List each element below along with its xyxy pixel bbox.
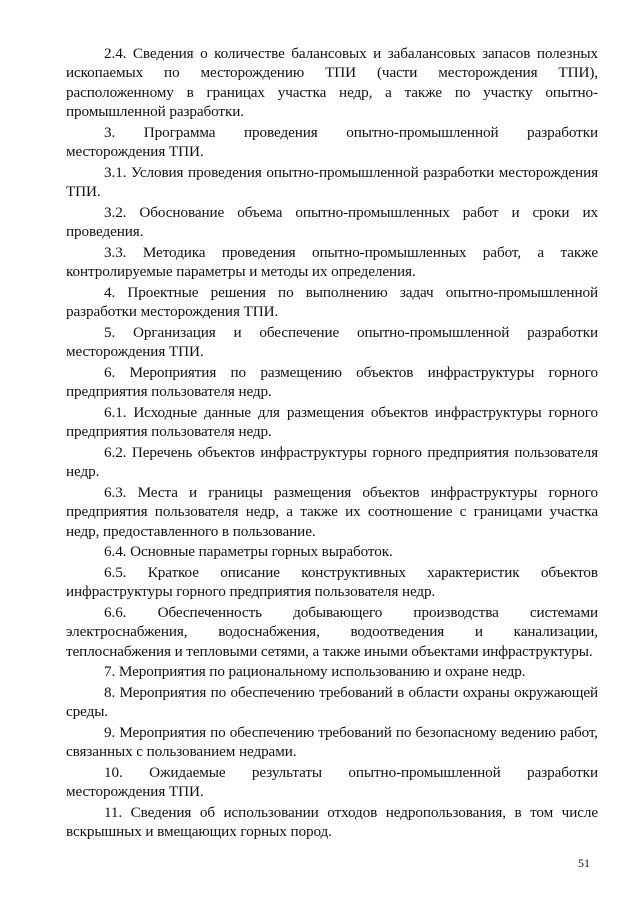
paragraph-3-3: 3.3. Методика проведения опытно-промышленных работ, а также контролируемые параметры и методы их определения. [66, 243, 598, 281]
paragraph-6-1: 6.1. Исходные данные для размещения объектов инфраструктуры горного предприятия пользователя недр. [66, 403, 598, 441]
paragraph-6-4: 6.4. Основные параметры горных выработок. [104, 543, 393, 561]
paragraph-4: 4. Проектные решения по выполнению задач опытно-промышленной разработки месторождения ТПИ. [66, 283, 598, 321]
paragraph-3: 3. Программа проведения опытно-промышленной разработки месторождения ТПИ. [66, 123, 598, 161]
paragraph-6-6: 6.6. Обеспеченность добывающего производства системами электроснабжения, водоснабжения, водоотведения и канализации, теплоснабжения и тепловыми сетями, а также иными объектами инфраструктуры. [66, 603, 598, 660]
paragraph-9: 9. Мероприятия по обеспечению требований по безопасному ведению работ, связанных с пользованием недрами. [66, 723, 598, 761]
paragraph-3-1: 3.1. Условия проведения опытно-промышленной разработки месторождения ТПИ. [66, 163, 598, 201]
paragraph-3-2: 3.2. Обоснование объема опытно-промышленных работ и сроки их проведения. [66, 203, 598, 241]
paragraph-5: 5. Организация и обеспечение опытно-промышленной разработки месторождения ТПИ. [66, 323, 598, 361]
paragraph-8: 8. Мероприятия по обеспечению требований в области охраны окружающей среды. [66, 683, 598, 721]
page-number: 51 [578, 856, 590, 870]
paragraph-6-5: 6.5. Краткое описание конструктивных характеристик объектов инфраструктуры горного предприятия пользователя недр. [66, 563, 598, 601]
paragraph-2-4: 2.4. Сведения о количестве балансовых и забалансовых запасов полезных ископаемых по месторождению ТПИ (части месторождения ТПИ), расположенному в границах участка недр, а также по участку опытно-промышленной разработки. [66, 45, 598, 121]
paragraph-7: 7. Мероприятия по рациональному использованию и охране недр. [104, 663, 526, 681]
paragraph-6-3: 6.3. Места и границы размещения объектов инфраструктуры горного предприятия пользователя недр, а также их соотношение с границами участка недр, предоставленного в пользование. [66, 483, 598, 540]
paragraph-10: 10. Ожидаемые результаты опытно-промышленной разработки месторождения ТПИ. [66, 763, 598, 801]
paragraph-6-2: 6.2. Перечень объектов инфраструктуры горного предприятия пользователя недр. [66, 443, 598, 481]
paragraph-11: 11. Сведения об использовании отходов недропользования, в том числе вскрышных и вмещающих горных пород. [66, 803, 598, 841]
paragraph-6: 6. Мероприятия по размещению объектов инфраструктуры горного предприятия пользователя недр. [66, 363, 598, 401]
document-body [66, 44, 598, 843]
